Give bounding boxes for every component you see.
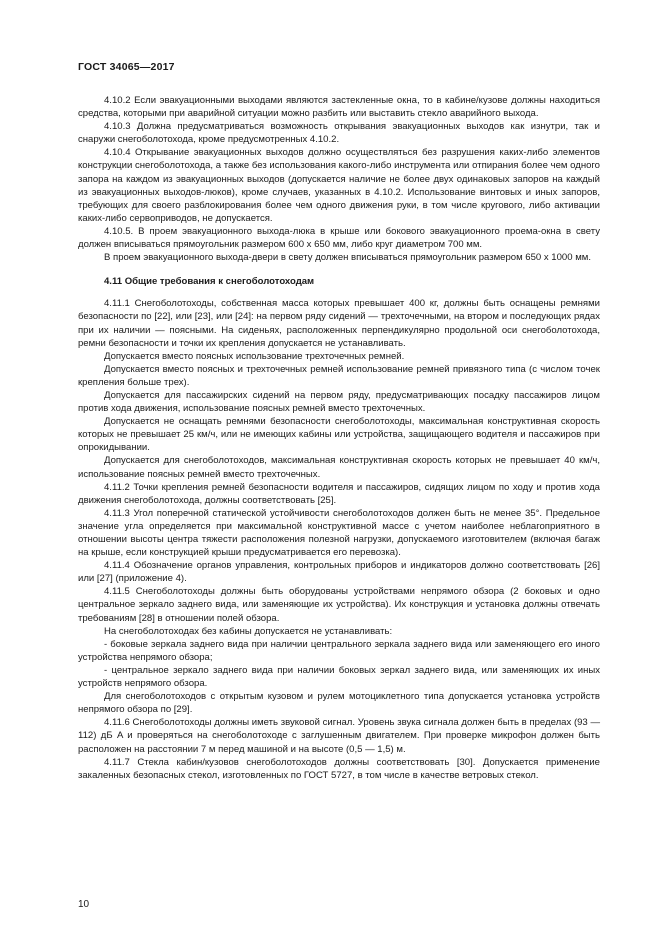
paragraph-4-11-7: 4.11.7 Стекла кабин/кузовов снегоболотоходов должны соответствовать [30]. Допускается применение закаленных безопасных стекол, изготовленных по ГОСТ 5727, в том числе в качестве ветровых стекол. xyxy=(78,756,600,781)
paragraph-4-11-3: 4.11.3 Угол поперечной статической устойчивости снегоболотоходов должен быть не менее 35°. Предельное значение угла определяется при максимальной конструктивной массе с учетом наиболее неблагоприятного в отношении высоты центра тяжести расположения полезной нагрузки, допускаемого изготовителем (включая багаж на крыше, если конструкцией крыши предусматривается его перевозка). xyxy=(78,507,600,559)
paragraph-4-10-5: 4.10.5. В проем эвакуационного выхода-люка в крыше или бокового эвакуационного проема-окна в свету должен вписываться прямоугольник размером 600 x 650 мм, либо круг диаметром 700 мм. xyxy=(78,225,600,251)
document-header: ГОСТ 34065—2017 xyxy=(78,61,175,73)
paragraph-4-11-2: 4.11.2 Точки крепления ремней безопасности водителя и пассажиров, сидящих лицом по ходу и против хода движения снегоболотохода, должны соответствовать [25]. xyxy=(78,481,600,506)
paragraph-4-11-5: 4.11.5 Снегоболотоходы должны быть оборудованы устройствами непрямого обзора (2 боковых и одно центральное зеркало заднего вида, или заменяющие их устройства). Их конструкция и установка должны отвечать требованиям [28] в отношении полей обзора. xyxy=(78,586,600,624)
paragraph-allowance-1: Допускается вместо поясных использование трехточечных ремней. xyxy=(104,350,405,362)
list-item-central-mirror: - центральное зеркало заднего вида при наличии боковых зеркал заднего вида, или заменяющих их иных устройств непрямого обзора. xyxy=(78,664,600,690)
paragraph-4-10-2: 4.10.2 Если эвакуационными выходами являются застекленные окна, то в кабине/кузове должны находиться средства, которыми при аварийной ситуации можно разбить или выставить стекло аварийного выхода. xyxy=(78,95,600,120)
paragraph-door-opening: В проем эвакуационного выхода-двери в свету должен вписываться прямоугольник размером 650 x 1000 мм. xyxy=(104,252,591,264)
paragraph-no-cabin: На снегоболотоходах без кабины допускается не устанавливать: xyxy=(104,625,393,637)
paragraph-4-11-6: 4.11.6 Снегоболотоходы должны иметь звуковой сигнал. Уровень звука сигнала должен быть в пределах (93 — 112) дБ A и проверяться на снегоболотоходе с заглушенным двигателем. При проверке микрофон должен быть расположен на расстоянии 7 м перед машиной и на высоте (0,5 — 1,5) м. xyxy=(78,717,600,755)
paragraph-4-10-3: 4.10.3 Должна предусматриваться возможность открывания эвакуационных выходов как изнутри, так и снаружи снегоболотохода, кроме предусмотренных 4.10.2. xyxy=(78,121,600,146)
paragraph-open-body: Для снегоболотоходов с открытым кузовом и рулем мотоциклетного типа допускается установка устройств непрямого обзора по [29]. xyxy=(78,691,600,716)
paragraph-4-11-1: 4.11.1 Снегоболотоходы, собственная масса которых превышает 400 кг, должны быть оснащены ремнями безопасности по [22], или [23], или [24]: на первом ряду сидений — трехточечными, на втором и последующих рядах при их наличии — поясными. На сиденьях, расположенных перпендикулярно продольной оси снегоболотохода, ремни безопасности и точки их крепления допускается не устанавливать. xyxy=(78,298,600,349)
paragraph-allowance-5: Допускается для снегоболотоходов, максимальная конструктивная скорость которых не превышает 40 км/ч, использование поясных ремней вместо трехточечных. xyxy=(78,455,600,480)
document-body xyxy=(78,94,600,782)
paragraph-allowance-3: Допускается для пассажирских сидений на первом ряду, предусматривающих посадку пассажиров лицом против хода движения, использование поясных ремней вместо трехточечных. xyxy=(78,389,600,415)
paragraph-allowance-2: Допускается вместо поясных и трехточечных ремней использование ремней привязного типа (с числом точек крепления больше трех). xyxy=(78,363,600,388)
list-item-side-mirrors: - боковые зеркала заднего вида при наличии центрального зеркала заднего вида или заменяющего его иного устройства непрямого обзора; xyxy=(78,638,600,663)
section-heading-4-11: 4.11 Общие требования к снегоболотоходам xyxy=(104,276,315,288)
paragraph-4-10-4: 4.10.4 Открывание эвакуационных выходов должно осуществляться без разрушения каких-либо элементов конструкции снегоболотохода, а также без использования какого-либо инструмента или отпирания более чем одного запора на каждом из эвакуационных выходов (допускается наличие не более двух одинаковых запоров на каждый из эвакуационных выходов-люков), кроме случаев, указанных в 4.10.2. Использование винтовых и иных запоров, требующих для своего разблокирования более чем одного движения руки, в том числе кругового, либо активации каких-либо сервоприводов, не допускается. xyxy=(78,147,600,224)
paragraph-4-11-4: 4.11.4 Обозначение органов управления, контрольных приборов и индикаторов должно соответствовать [26] или [27] (приложение 4). xyxy=(78,560,600,585)
paragraph-allowance-4: Допускается не оснащать ремнями безопасности снегоболотоходы, максимальная конструктивная скорость которых не превышает 25 км/ч, или не имеющих кабины или устройства, защищающего водителя и пассажиров при опрокидывании. xyxy=(78,416,600,454)
page-number: 10 xyxy=(78,899,90,910)
